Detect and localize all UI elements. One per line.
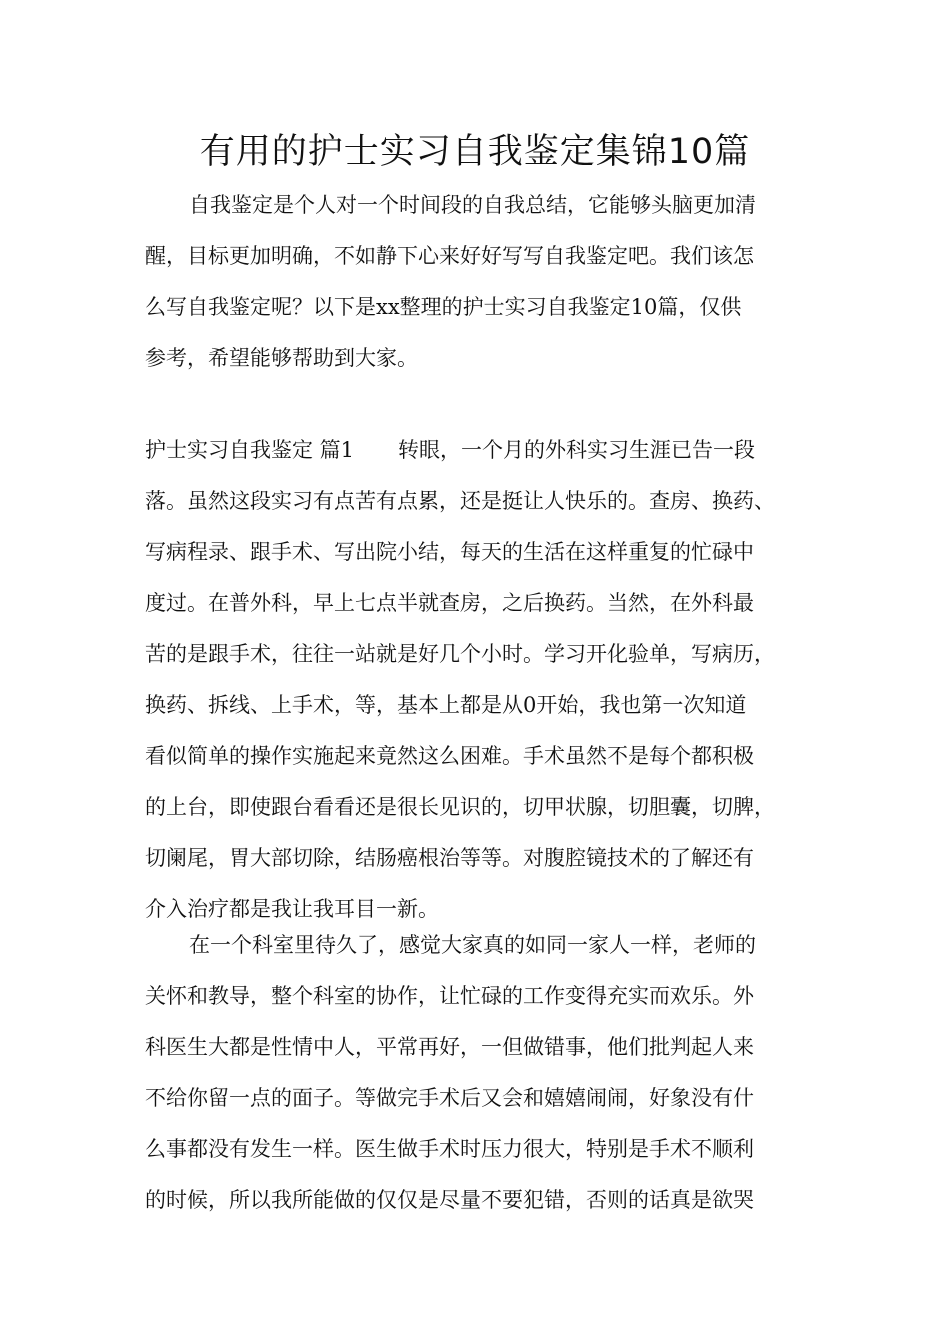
section-line: 度过。在普外科，早上七点半就查房，之后换药。当然，在外科最: [145, 591, 754, 615]
section-1-paragraph: [145, 425, 825, 935]
document-title: 有用的护士实习自我鉴定集锦10篇: [199, 132, 751, 172]
section-line: 换药、拆线、上手术，等，基本上都是从0开始，我也第一次知道: [145, 693, 747, 717]
paragraph-line: 不给你留一点的面子。等做完手术后又会和嬉嬉闹闹，好象没有什: [145, 1086, 754, 1110]
section-heading: 护士实习自我鉴定 篇1: [145, 438, 355, 462]
intro-paragraph: [145, 180, 825, 384]
section-line: 切阑尾，胃大部切除，结肠癌根治等等。对腹腔镜技术的了解还有: [145, 846, 754, 870]
paragraph-line: 在一个科室里待久了，感觉大家真的如同一家人一样，老师的: [189, 933, 756, 957]
section-line: 写病程录、跟手术、写出院小结，每天的生活在这样重复的忙碌中: [145, 540, 754, 564]
section-text: 转眼，一个月的外科实习生涯已告一段: [398, 438, 756, 462]
intro-line: 么写自我鉴定呢？以下是xx整理的护士实习自我鉴定10篇，仅供: [145, 295, 742, 319]
intro-line: 自我鉴定是个人对一个时间段的自我总结，它能够头脑更加清: [189, 193, 756, 217]
section-1-first-line: [145, 425, 825, 476]
intro-line: 参考，希望能够帮助到大家。: [145, 346, 418, 370]
section-line: 介入治疗都是我让我耳目一新。: [145, 897, 439, 921]
paragraph-line: 关怀和教导，整个科室的协作，让忙碌的工作变得充实而欢乐。外: [145, 984, 754, 1008]
paragraph-line: 科医生大都是性情中人，平常再好，一但做错事，他们批判起人来: [145, 1035, 754, 1059]
section-line: 落。虽然这段实习有点苦有点累，还是挺让人快乐的。查房、换药、: [145, 489, 775, 513]
section-line: 看似简单的操作实施起来竟然这么困难。手术虽然不是每个都积极: [145, 744, 754, 768]
section-line: 苦的是跟手术，往往一站就是好几个小时。学习开化验单，写病历，: [145, 642, 775, 666]
section-line: 的上台，即使跟台看看还是很长见识的，切甲状腺，切胆囊，切脾，: [145, 795, 775, 819]
paragraph-2: [145, 920, 825, 1226]
paragraph-line: 么事都没有发生一样。医生做手术时压力很大，特别是手术不顺利: [145, 1137, 754, 1161]
paragraph-line: 的时候，所以我所能做的仅仅是尽量不要犯错，否则的话真是欲哭: [145, 1188, 754, 1212]
intro-line: 醒，目标更加明确，不如静下心来好好写写自我鉴定吧。我们该怎: [145, 244, 754, 268]
